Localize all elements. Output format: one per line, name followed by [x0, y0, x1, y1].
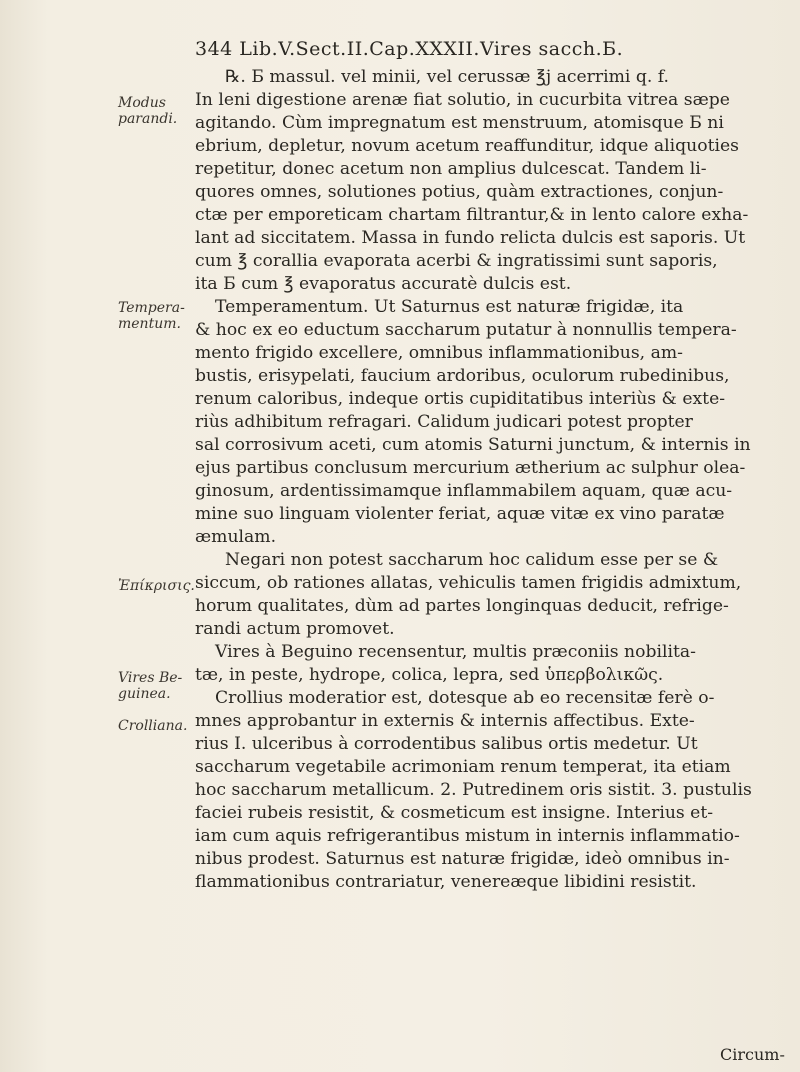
text-line: faciei rubeis resistit, & cosmeticum est insigne. Interius et- — [195, 803, 714, 823]
text-line: ℞. Б massul. vel minii, vel cerussæ ℥j acerrimi q. f. — [225, 67, 670, 87]
text-line: randi actum promovet. — [195, 619, 395, 639]
text-line: ctæ per emporeticam chartam filtrantur,& in lento calore exha- — [195, 205, 749, 225]
text-line: repetitur, donec acetum non amplius dulcescat. Tandem li- — [195, 159, 707, 179]
text-line: In leni digestione arenæ fiat solutio, in cucurbita vitrea sæpe — [195, 90, 730, 110]
text-line: mine suo linguam violenter feriat, aquæ vitæ ex vino paratæ — [195, 504, 725, 524]
text-line: mnes approbantur in externis & internis affectibus. Exte- — [195, 711, 695, 731]
text-line: tæ, in peste, hydrope, colica, lepra, sed ὑπερβολικῶς. — [195, 665, 664, 685]
text-line: ejus partibus conclusum mercurium ætherium ac sulphur olea- — [195, 458, 746, 478]
body-text — [195, 66, 780, 894]
text-line: mento frigido excellere, omnibus inflammationibus, am- — [195, 343, 683, 363]
text-line: æmulam. — [195, 527, 277, 547]
text-line: ebrium, depletur, novum acetum reaffunditur, idque aliquoties — [195, 136, 739, 156]
text-line: ginosum, ardentissimamque inflammabilem aquam, quæ acu- — [195, 481, 733, 501]
text-line: agitando. Cùm impregnatum est menstruum, atomisque Б ni — [195, 113, 724, 133]
text-line: sal corrosivum aceti, cum atomis Saturni junctum, & internis in — [195, 435, 751, 455]
text-line: quores omnes, solutiones potius, quàm extractiones, conjun- — [195, 182, 724, 202]
text-line: renum caloribus, indeque ortis cupiditatibus interiùs & exte- — [195, 389, 726, 409]
text-line: flammationibus contrariatur, venereæque libidini resistit. — [195, 872, 697, 892]
margin-note-modus: Modus parandi. — [118, 95, 178, 127]
text-line: Temperamentum. Ut Saturnus est naturæ frigidæ, ita — [215, 297, 684, 317]
text-line: hoc saccharum metallicum. 2. Putredinem oris sistit. 3. pustulis — [195, 780, 752, 800]
text-line: Vires à Beguino recensentur, multis præconiis nobilita- — [215, 642, 696, 662]
text-line: iam cum aquis refrigerantibus mistum in internis inflammatio- — [195, 826, 740, 846]
text-line: Negari non potest saccharum hoc calidum esse per se & — [225, 550, 719, 570]
margin-note-temperamentum: Tempera-mentum. — [118, 300, 185, 332]
text-line: bustis, erisypelati, faucium ardoribus, oculorum rubedinibus, — [195, 366, 730, 386]
text-line: & hoc ex eo eductum saccharum putatur à nonnullis tempera- — [195, 320, 737, 340]
text-line: lant ad siccitatem. Massa in fundo relicta dulcis est saporis. Ut — [195, 228, 746, 248]
text-line: siccum, ob rationes allatas, vehiculis tamen frigidis admixtum, — [195, 573, 742, 593]
text-line: rius I. ulceribus à corrodentibus salibus ortis medetur. Ut — [195, 734, 698, 754]
margin-note-epikrisis: Ἐπίκρισις. — [118, 578, 195, 594]
text-line: Crollius moderatior est, dotesque ab eo recensitæ ferè o- — [215, 688, 715, 708]
margin-note-vires-beguinea: Vires Be-guinea. — [118, 670, 183, 702]
text-line: saccharum vegetabile acrimoniam renum temperat, ita etiam — [195, 757, 731, 777]
margin-note-crolliana: Crolliana. — [118, 718, 188, 734]
text-line: riùs adhibitum refragari. Calidum judicari potest propter — [195, 412, 693, 432]
catchword: Circum- — [720, 1045, 785, 1064]
text-line: horum qualitates, dùm ad partes longinquas deducit, refrige- — [195, 596, 729, 616]
text-line: ita Б cum ℥ evaporatus accuratè dulcis est. — [195, 274, 572, 294]
text-line: cum ℥ corallia evaporata acerbi & ingratissimi sunt saporis, — [195, 251, 718, 271]
text-line: nibus prodest. Saturnus est naturæ frigidæ, ideò omnibus in- — [195, 849, 730, 869]
running-header: 344 Lib.V.Sect.II.Cap.XXXII.Vires sacch.Б. — [195, 38, 624, 60]
